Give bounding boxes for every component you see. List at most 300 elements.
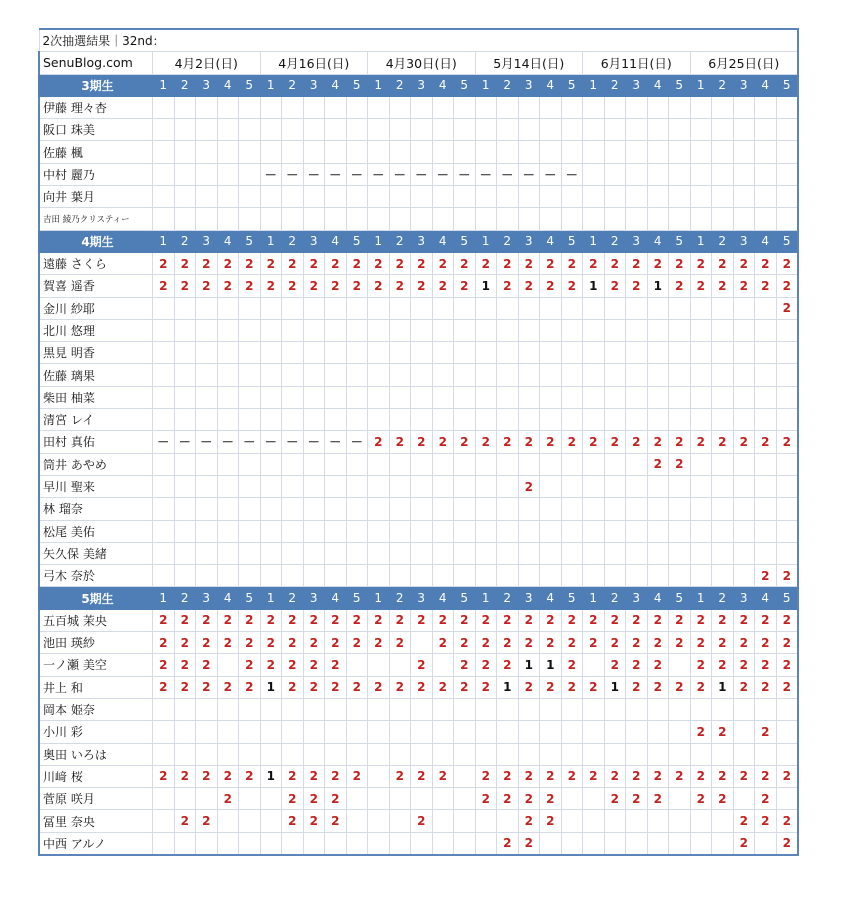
result-cell [153,810,175,832]
result-cell [196,788,218,810]
slot-number: 5 [454,230,476,252]
member-name: 小川 彩 [39,721,153,743]
result-cell [669,119,691,141]
result-cell [647,475,669,497]
result-cell [260,520,282,542]
result-cell [368,453,390,475]
slot-number: 4 [217,230,239,252]
result-cell [153,409,175,431]
result-cell [282,342,304,364]
result-cell [669,163,691,185]
result-cell [497,96,519,118]
result-cell: 2 [411,609,433,631]
slot-number: 2 [497,587,519,609]
result-cell: 2 [260,609,282,631]
member-row [39,208,798,230]
member-row [39,654,798,676]
result-cell [196,186,218,208]
result-cell [217,520,239,542]
result-cell [583,542,605,564]
member-name: 岡本 姫奈 [39,698,153,720]
member-row [39,609,798,631]
result-cell [626,498,648,520]
title-row [39,29,798,52]
result-cell [583,698,605,720]
result-cell [626,721,648,743]
result-cell: 2 [260,654,282,676]
result-cell [389,788,411,810]
result-cell: － [432,163,454,185]
result-cell: 2 [196,654,218,676]
result-cell: － [303,431,325,453]
member-name: 黒見 明香 [39,342,153,364]
result-cell [239,409,261,431]
result-cell [626,743,648,765]
result-cell [303,342,325,364]
result-cell [604,565,626,587]
result-cell [432,810,454,832]
result-cell [217,565,239,587]
result-cell: 2 [690,765,712,787]
slot-number: 3 [626,74,648,96]
result-cell [239,810,261,832]
result-cell [561,119,583,141]
result-cell [454,297,476,319]
result-cell [561,453,583,475]
result-cell [196,475,218,497]
result-cell [196,520,218,542]
result-cell: 2 [303,609,325,631]
result-cell [217,364,239,386]
result-cell [260,832,282,855]
result-cell [217,409,239,431]
result-cell [583,208,605,230]
member-row [39,565,798,587]
result-cell [690,810,712,832]
result-cell [733,475,755,497]
slot-number: 1 [260,74,282,96]
result-cell [647,832,669,855]
result-cell: － [346,163,368,185]
result-cell [518,342,540,364]
result-cell [583,141,605,163]
result-cell: 2 [518,275,540,297]
result-cell [411,498,433,520]
result-cell [196,721,218,743]
result-cell: 2 [776,632,798,654]
result-cell [604,96,626,118]
result-cell [260,810,282,832]
result-cell [755,186,777,208]
result-cell [239,721,261,743]
result-cell [282,119,304,141]
date-header: 4月2日(日) [153,52,261,74]
slot-number: 2 [604,587,626,609]
date-header: 4月16日(日) [260,52,368,74]
result-cell [690,386,712,408]
section-header-row [39,587,798,609]
result-cell [690,364,712,386]
result-cell [454,364,476,386]
result-cell [368,832,390,855]
result-cell: 2 [217,765,239,787]
result-cell: 2 [475,788,497,810]
result-cell [561,743,583,765]
result-cell [604,297,626,319]
member-name: 賀喜 遥香 [39,275,153,297]
result-cell [196,141,218,163]
result-cell [260,141,282,163]
result-cell: 2 [239,275,261,297]
result-cell: 2 [497,654,519,676]
result-cell: 2 [368,431,390,453]
result-cell: 2 [411,765,433,787]
result-cell [669,743,691,765]
result-cell: 2 [389,275,411,297]
result-cell [647,141,669,163]
result-cell: 2 [690,721,712,743]
result-cell [174,475,196,497]
result-cell [196,386,218,408]
result-cell [604,342,626,364]
result-cell [196,163,218,185]
result-cell [432,565,454,587]
result-cell: 2 [368,676,390,698]
member-name: 筒井 あやめ [39,453,153,475]
result-cell: 2 [368,252,390,274]
result-cell [174,96,196,118]
result-cell [690,119,712,141]
result-cell [346,721,368,743]
result-cell [411,386,433,408]
result-cell [540,409,562,431]
result-cell [303,96,325,118]
member-row [39,364,798,386]
result-cell [583,654,605,676]
slot-number: 5 [561,230,583,252]
result-cell: － [260,163,282,185]
member-row [39,743,798,765]
result-cell [690,297,712,319]
member-row [39,386,798,408]
result-cell: 2 [454,609,476,631]
result-cell [325,520,347,542]
slot-number: 1 [260,230,282,252]
result-cell: 2 [282,676,304,698]
result-cell [776,319,798,341]
result-cell [411,542,433,564]
slot-number: 2 [389,230,411,252]
slot-number: 4 [325,587,347,609]
result-cell [454,520,476,542]
result-cell [432,698,454,720]
result-cell [174,186,196,208]
date-header: 5月14日(日) [475,52,583,74]
result-cell [669,788,691,810]
result-cell [260,498,282,520]
result-cell [411,832,433,855]
result-cell [561,520,583,542]
result-cell [755,96,777,118]
result-cell [776,475,798,497]
result-cell [776,96,798,118]
result-cell: 2 [346,632,368,654]
result-cell: 2 [540,252,562,274]
result-cell [690,163,712,185]
result-cell: 2 [712,431,734,453]
result-cell [712,832,734,855]
result-cell [346,542,368,564]
result-cell [153,788,175,810]
result-cell [755,342,777,364]
result-cell: 2 [690,609,712,631]
result-cell: 2 [604,431,626,453]
member-row [39,96,798,118]
result-cell: 2 [669,632,691,654]
result-cell [518,743,540,765]
result-cell [454,186,476,208]
slot-number: 4 [432,74,454,96]
result-cell: － [303,163,325,185]
result-cell [604,498,626,520]
result-cell [325,186,347,208]
result-cell [389,297,411,319]
result-cell [712,319,734,341]
result-cell: 2 [475,609,497,631]
result-cell: 2 [174,810,196,832]
result-cell [733,498,755,520]
result-cell [733,698,755,720]
result-cell [389,386,411,408]
result-cell [260,475,282,497]
result-cell [669,409,691,431]
slot-number: 3 [518,74,540,96]
result-cell [432,475,454,497]
result-cell: 2 [174,275,196,297]
section-header-row [39,230,798,252]
result-cell [561,364,583,386]
result-cell [475,498,497,520]
result-cell [518,520,540,542]
result-cell [389,810,411,832]
result-cell: 2 [303,676,325,698]
result-cell [432,721,454,743]
member-name: 中村 麗乃 [39,163,153,185]
result-cell [346,319,368,341]
result-cell [604,832,626,855]
result-cell: 2 [755,609,777,631]
result-cell: 2 [432,632,454,654]
result-cell: 2 [518,475,540,497]
slot-number: 1 [475,587,497,609]
result-cell [647,208,669,230]
slot-number: 5 [454,74,476,96]
result-cell [626,141,648,163]
result-cell [325,832,347,855]
result-cell: 2 [325,765,347,787]
result-cell [712,119,734,141]
result-cell [153,319,175,341]
slot-number: 1 [153,587,175,609]
slot-number: 5 [239,74,261,96]
result-cell: 2 [174,632,196,654]
result-cell [153,386,175,408]
result-cell: － [260,431,282,453]
result-cell [776,386,798,408]
result-cell [733,119,755,141]
result-cell: 2 [776,609,798,631]
result-cell [540,498,562,520]
result-cell: 1 [604,676,626,698]
member-name: 林 瑠奈 [39,498,153,520]
member-row [39,186,798,208]
result-cell [325,453,347,475]
result-cell [346,654,368,676]
result-cell [475,698,497,720]
result-cell: － [475,163,497,185]
result-cell: 2 [755,810,777,832]
result-cell [325,141,347,163]
result-cell [776,453,798,475]
slot-number: 1 [475,74,497,96]
result-cell [389,409,411,431]
result-cell [153,565,175,587]
result-cell [475,297,497,319]
result-cell: 2 [540,632,562,654]
result-cell [389,475,411,497]
result-cell: 2 [153,765,175,787]
result-cell [690,832,712,855]
result-cell: － [518,163,540,185]
result-cell: 2 [561,431,583,453]
result-cell [583,364,605,386]
result-cell [153,743,175,765]
result-cell [260,342,282,364]
member-row [39,297,798,319]
result-cell: 2 [518,832,540,855]
result-cell: 2 [647,654,669,676]
result-cell [303,475,325,497]
result-cell [432,453,454,475]
result-cell: 2 [475,654,497,676]
result-cell [260,743,282,765]
result-cell [282,498,304,520]
result-cell [239,141,261,163]
result-cell: 2 [497,431,519,453]
result-cell [561,498,583,520]
result-cell [239,788,261,810]
result-cell [260,788,282,810]
result-cell [432,832,454,855]
result-cell [389,520,411,542]
result-cell [346,386,368,408]
result-cell: 2 [497,632,519,654]
result-cell: 2 [454,654,476,676]
result-cell: 2 [497,788,519,810]
member-row [39,409,798,431]
result-cell: 2 [174,676,196,698]
result-cell [669,542,691,564]
result-cell [755,319,777,341]
result-cell: 2 [733,632,755,654]
result-cell [389,342,411,364]
result-cell: 2 [239,632,261,654]
result-cell: 2 [518,676,540,698]
result-cell: 2 [282,654,304,676]
result-cell [282,297,304,319]
result-cell [239,186,261,208]
section-label: 4期生 [39,230,153,252]
result-cell [282,832,304,855]
slot-number: 4 [647,74,669,96]
result-cell: 2 [389,676,411,698]
result-cell [153,832,175,855]
result-cell [239,453,261,475]
member-row [39,721,798,743]
result-cell: 1 [260,676,282,698]
result-cell: － [217,431,239,453]
result-cell [583,386,605,408]
section-label: 3期生 [39,74,153,96]
result-cell [733,364,755,386]
result-cell: 2 [626,788,648,810]
result-cell: － [196,431,218,453]
result-cell [733,409,755,431]
result-cell: 2 [153,609,175,631]
result-cell [583,119,605,141]
result-cell [561,186,583,208]
result-cell [712,743,734,765]
slot-number: 3 [411,74,433,96]
result-cell: 2 [540,275,562,297]
result-cell [454,409,476,431]
slot-number: 2 [282,587,304,609]
result-cell [604,542,626,564]
result-cell [583,319,605,341]
result-cell [669,141,691,163]
result-cell [432,542,454,564]
result-cell [712,565,734,587]
result-cell [733,520,755,542]
result-cell [690,409,712,431]
result-cell [647,810,669,832]
result-cell [217,141,239,163]
result-cell [733,743,755,765]
result-cell [411,96,433,118]
result-cell [303,520,325,542]
member-row [39,542,798,564]
result-cell [475,475,497,497]
result-cell [604,141,626,163]
result-cell [518,186,540,208]
result-table-body [39,29,798,855]
result-cell: 2 [583,676,605,698]
result-cell [196,542,218,564]
result-cell [712,364,734,386]
result-cell [755,297,777,319]
result-cell [260,96,282,118]
result-cell [346,186,368,208]
result-cell: 2 [411,676,433,698]
result-cell [712,810,734,832]
slot-number: 1 [690,587,712,609]
result-cell [497,520,519,542]
member-name: 川﨑 桜 [39,765,153,787]
result-cell [217,453,239,475]
result-cell [733,342,755,364]
result-cell [217,698,239,720]
result-cell: 2 [153,654,175,676]
